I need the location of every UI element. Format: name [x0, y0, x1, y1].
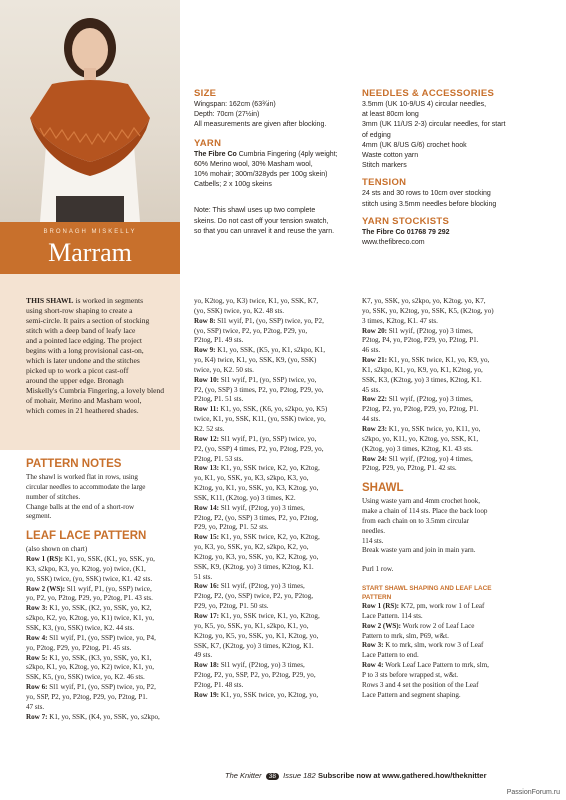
start-shaping-heading-2: PATTERN — [362, 594, 392, 602]
intro-box — [0, 274, 180, 450]
instruction-line: Row 3: K to mrk, slm, work row 3 of Leaf — [362, 641, 484, 650]
magazine-title: The Knitter — [225, 771, 262, 780]
instruction-line: Row 12: Sl1 wyif, P1, (yo, SSP) twice, yo, — [194, 434, 317, 443]
start-shaping-heading: START SHAWL SHAPING AND LEAF LACE — [362, 585, 492, 593]
shawl-line: needles. — [362, 526, 386, 535]
instruction-line: Row 22: Sl1 wyif, (P2tog, yo) 3 times, — [362, 395, 473, 404]
yarn-note: so that you can unravel it and reuse the yarn. — [194, 227, 335, 235]
intro-line: picked up to work a picot cast-off — [26, 366, 129, 375]
instruction-line: 51 sts. — [194, 572, 213, 581]
instruction-line: 49 sts. — [194, 651, 213, 660]
column-3 — [362, 297, 536, 701]
instruction-line: s2kpo, K1, yo, K2tog, yo, K2) twice, K1, yo, — [26, 663, 155, 672]
leaf-lace-subtitle: (also shown on chart) — [26, 545, 88, 554]
instruction-line: twice, K1, yo, SSK, K11, (yo, SSK) twice, yo, — [194, 415, 326, 424]
row-label: Row 21: — [362, 356, 388, 365]
instruction-line: K2tog, yo, K3, yo, SSK, yo, K2, K2tog, yo, — [194, 552, 319, 561]
pattern-notes-line: number of stitches. — [26, 492, 81, 501]
row-label: Row 3: — [362, 641, 384, 650]
instruction-line: Row 13: K1, yo, SSK twice, K2, yo, K2tog, — [194, 464, 320, 473]
instruction-line: Row 4: Sl1 wyif, P1, (yo, SSP) twice, yo, P4, — [26, 633, 156, 642]
instruction-line: P2tog, P1. 49 sts. — [194, 336, 244, 345]
instruction-line: Row 14: Sl1 wyif, (P2tog, yo) 3 times, — [194, 503, 305, 512]
instruction-line: K2tog, yo, K5, yo, SSK, yo, K1, K2tog, yo, — [194, 631, 319, 640]
instruction-line: yo, SSK, yo, K2tog, yo, SSK, K5, (K2tog, yo) — [362, 306, 494, 315]
instruction-line: P2tog, P1. 51 sts. — [194, 395, 244, 404]
instruction-line: Row 11: K1, yo, SSK, (K6, yo, s2kpo, yo, K5) — [194, 405, 328, 414]
instruction-line: K1, s2kpo, K1, yo, K9, yo, K1, K2tog, yo, — [362, 365, 483, 374]
instruction-line: Row 18: Sl1 wyif, (P2tog, yo) 3 times, — [194, 661, 305, 670]
model-illustration — [0, 0, 180, 222]
yarn-line: 60% Merino wool, 30% Masham wool, — [194, 160, 313, 168]
instruction-line: SSK, K9, (K2tog, yo) 3 times, K2tog, K1. — [194, 562, 314, 571]
instruction-line: twice, yo, K2. 50 sts. — [194, 365, 254, 374]
shawl-line: make a chain of 114 sts. Place the back loop — [362, 507, 488, 516]
instruction-line: P2tog, P2, (yo, SSP) twice, P2, yo, P2tog, — [194, 592, 314, 601]
row-label: Row 22: — [362, 395, 388, 404]
row-label: Row 6: — [26, 683, 48, 692]
tension-line: 24 sts and 30 rows to 10cm over stocking — [362, 190, 491, 198]
instruction-line: Row 21: K1, yo, SSK twice, K1, yo, K9, yo, — [362, 356, 490, 365]
instruction-line: SSK, K11, (K2tog, yo) 3 times, K2. — [194, 493, 296, 502]
watermark: PassionForum.ru — [506, 789, 560, 796]
instruction-line: yo, K4) twice, K1, yo, SSK, K9, (yo, SSK) — [194, 356, 317, 365]
instruction-line: Row 8: Sl1 wyif, P1, (yo, SSP) twice, yo, P2, — [194, 316, 324, 325]
size-line: Wingspan: 162cm (63¾in) — [194, 101, 276, 108]
needles-line: 3mm (UK 11/US 2-3) circular needles, for start — [362, 121, 506, 129]
instruction-line: Row 7: K1, yo, SSK, (K4, yo, SSK, yo, s2kpo, — [26, 712, 160, 721]
needles-line: 3.5mm (UK 10-9/US 4) circular needles, — [362, 101, 487, 108]
instruction-line: Row 4: Work Leaf Lace Pattern to mrk, slm, — [362, 661, 489, 670]
instruction-line: Lace Pattern and segment shaping. — [362, 690, 461, 699]
intro-line: which is later undone and the stitches — [26, 356, 140, 365]
instruction-line: yo, K3, yo, SSK, yo, K2, s2kpo, K2, yo, — [194, 543, 309, 552]
stockist-url[interactable]: www.thefibreco.com — [362, 239, 425, 247]
yarn-line: Catbells; 2 x 100g skeins — [194, 181, 272, 189]
instruction-line: yo, SSK) twice, (yo, SSK) twice, K1. 42 sts. — [26, 574, 153, 583]
column-1 — [26, 458, 186, 722]
tension-line: stitch using 3.5mm needles before blocking — [362, 200, 497, 208]
size-line: All measurements are given after blocking. — [194, 121, 327, 129]
row-label: Row 13: — [194, 464, 220, 473]
instruction-line: Row 5: K1, yo, SSK, (K3, yo, SSK, yo, K1, — [26, 653, 152, 662]
instruction-line: Row 10: Sl1 wyif, P1, (yo, SSP) twice, yo, — [194, 375, 317, 384]
row-label: Row 3: — [26, 604, 48, 613]
instruction-line: Row 3: K1, yo, SSK, (K2, yo, SSK, yo, K2, — [26, 604, 152, 613]
row-label: Row 11: — [194, 405, 219, 414]
shawl-text — [362, 497, 536, 556]
stockist-phone: The Fibre Co 01768 79 292 — [362, 228, 450, 236]
row-label: Row 16: — [194, 582, 220, 591]
yarn-brand: The Fibre Co — [194, 150, 237, 158]
instruction-line: 47 sts. — [26, 702, 45, 711]
instruction-line: P2tog, P2, (yo, SSP) 3 times, P2, yo, P2tog, — [194, 513, 319, 522]
intro-text — [26, 296, 170, 416]
row-label: Row 14: — [194, 503, 220, 512]
designer-name: BRONAGH MISKELLY — [43, 229, 137, 235]
leaf-lace-heading: LEAF LACE PATTERN — [26, 530, 147, 543]
instruction-line: K3, s2kpo, K3, yo, K2tog, yo) twice, (K1, — [26, 564, 146, 573]
row-label: Row 15: — [194, 533, 220, 542]
intro-line: around the upper edge. Bronagh — [26, 376, 124, 385]
instruction-line: P2tog, P4, yo, P2tog, P29, yo, P2tog, P1. — [362, 336, 479, 345]
intro-line: and a pointed lace edging. The project — [26, 336, 143, 345]
size-line: Depth: 70cm (27½in) — [194, 111, 260, 119]
instruction-line: P2, (yo, SSP) 3 times, P2, yo, P2tog, P29, yo, — [194, 385, 324, 394]
needles-line: Stitch markers — [362, 162, 407, 170]
pattern-notes-line: circular needles to accommodate the large — [26, 482, 146, 491]
leaf-lace-rows-continued — [194, 297, 360, 701]
instruction-line: P2tog, P1. 48 sts. — [194, 680, 244, 689]
intro-line: which comes in 21 heathered shades. — [26, 406, 139, 415]
instruction-line: Row 1 (RS): K1, yo, SSK, (K1, yo, SSK, yo, — [26, 555, 155, 564]
shawl-heading: SHAWL — [362, 482, 404, 495]
instruction-line: SSK, K5, (yo, SSK) twice, yo, K2. 46 sts. — [26, 673, 145, 682]
instruction-line: 44 sts. — [362, 415, 381, 424]
row-label: Row 2 (WS): — [26, 584, 66, 593]
yarn-line: 10% mohair; 300m/328yds per 100g skein) — [194, 171, 328, 179]
title-panel — [0, 222, 180, 274]
purl-row: Purl 1 row. — [362, 565, 394, 574]
instruction-line: yo, SSP, P2, yo, P2tog, P29, yo, P2tog, P1. — [26, 692, 148, 701]
instruction-line: (K2tog, yo) 3 times, K2tog, K1. 43 sts. — [362, 444, 473, 453]
row-label: Row 17: — [194, 612, 220, 620]
instruction-line: Row 15: K1, yo, SSK twice, K2, yo, K2tog, — [194, 533, 320, 542]
instruction-line: K7, yo, SSK, yo, s2kpo, yo, K2tog, yo, K7, — [362, 297, 486, 305]
instruction-line: Row 16: Sl1 wyif, (P2tog, yo) 3 times, — [194, 582, 305, 591]
instruction-line: Lace Pattern. 114 sts. — [362, 611, 423, 620]
intro-line: semi-circle. It pairs a section of stocking — [26, 316, 150, 325]
row-label: Row 4: — [26, 633, 48, 642]
pattern-notes-line: The shawl is worked flat in rows, using — [26, 473, 138, 481]
row-label: Row 20: — [362, 326, 388, 335]
shawl-line: 114 sts. — [362, 536, 384, 545]
pattern-notes-line: Change balls at the end of a short-row — [26, 502, 135, 511]
row-label: Row 8: — [194, 316, 216, 325]
row-label: Row 12: — [194, 434, 220, 443]
instruction-line: s2kpo, K2, yo, K2tog, yo, K1) twice, K1, yo, — [26, 614, 155, 623]
instruction-line: Row 19: K1, yo, SSK twice, yo, K2tog, yo, — [194, 690, 319, 699]
instruction-line: Row 17: K1, yo, SSK twice, K1, yo, K2tog, — [194, 612, 320, 620]
needles-line: of edging — [362, 131, 391, 139]
pattern-notes-line: segment. — [26, 512, 52, 521]
yarn-note: skeins. Do not cast off your tension swatch, — [194, 217, 329, 225]
instruction-line: Row 2 (WS): Sl1 wyif, P1, (yo, SSP) twice, — [26, 584, 152, 593]
instruction-line: SSK, K3, (yo, SSK) twice, K2. 44 sts. — [26, 623, 135, 632]
leaf-lace-rows — [26, 555, 186, 722]
instruction-line: Row 24: Sl1 wyif, (P2tog, yo) 4 times, — [362, 454, 473, 463]
instruction-line: Pattern to mrk, slm, P69, w&t. — [362, 631, 449, 640]
pattern-title: Marram — [48, 238, 132, 267]
pattern-notes-heading: PATTERN NOTES — [26, 458, 122, 470]
instruction-line: (yo, SSP) twice, P2, yo, P2tog, P29, yo, — [194, 326, 308, 335]
instruction-line: P2tog, P1. 53 sts. — [194, 454, 244, 463]
row-label: Row 19: — [194, 690, 220, 699]
shawl-line: from each chain on to 3.5mm circular — [362, 516, 469, 525]
instruction-line: P2tog, P2, yo, P2tog, P29, yo, P2tog, P1. — [362, 405, 479, 414]
instruction-line: Lace Pattern to end. — [362, 651, 419, 660]
instruction-line: (yo, SSK) twice, yo, K2. 48 sts. — [194, 306, 285, 315]
instruction-line: Row 1 (RS): K72, pm, work row 1 of Leaf — [362, 602, 485, 611]
instruction-line: P29, yo, P2tog, P1. 52 sts. — [194, 523, 269, 532]
intro-lead: THIS SHAWL — [26, 296, 74, 305]
instruction-line: 46 sts. — [362, 346, 381, 355]
instruction-line: yo, K2tog, yo, K3) twice, K1, yo, SSK, K7, — [194, 297, 319, 305]
instruction-line: K2tog, yo, K1, yo, SSK, yo, K3, K2tog, yo, — [194, 484, 319, 493]
info-column-left — [194, 88, 354, 237]
instruction-line: yo, K1, yo, SSK, yo, K3, s2kpo, K3, yo, — [194, 474, 309, 483]
row-label: Row 23: — [362, 424, 388, 433]
pattern-notes-text — [26, 473, 186, 522]
instruction-line: P2tog, P2, yo, SSP, P2, yo, P2tog, P29, yo, — [194, 671, 316, 680]
start-shaping-rows — [362, 602, 536, 700]
row-label: Row 18: — [194, 661, 220, 670]
page-number: 38 — [266, 773, 279, 780]
instruction-line: Row 23: K1, yo, SSK twice, yo, K11, yo, — [362, 424, 481, 433]
needles-line: 4mm (UK 8/US G/6) crochet hook — [362, 141, 467, 149]
intro-line: Miskelly's Cumbria Fingering, a lovely blend — [26, 386, 165, 395]
instruction-line: Rows 3 and 4 set the position of the Leaf — [362, 680, 479, 689]
needles-line: at least 80cm long — [362, 111, 419, 119]
issue-number: Issue 182 — [283, 771, 316, 780]
row-label: Row 10: — [194, 375, 220, 384]
info-column-right — [362, 88, 532, 248]
intro-line: begins with a long provisional cast-on, — [26, 346, 144, 355]
intro-line: THIS SHAWL is worked in segments — [26, 296, 144, 305]
needles-heading: NEEDLES & ACCESSORIES — [362, 88, 495, 99]
yarn-heading: YARN — [194, 137, 222, 149]
instruction-line: Row 20: Sl1 wyif, (P2tog, yo) 3 times, — [362, 326, 473, 335]
column-2 — [194, 297, 360, 701]
instruction-line: Row 9: K1, yo, SSK, (K5, yo, K1, s2kpo, K1, — [194, 346, 326, 355]
instruction-line: 3 times, K2tog, K1. 47 sts. — [362, 316, 438, 325]
row-label: Row 1 (RS): — [362, 602, 400, 611]
shawl-line: Using waste yarn and 4mm crochet hook, — [362, 497, 481, 506]
intro-line: using short-row shaping to create a — [26, 306, 133, 315]
yarn-line-rest: Cumbria Fingering (4ply weight; — [238, 150, 338, 158]
instruction-line: SSK, K7, (K2tog, yo) 3 times, K2tog, K1. — [194, 641, 314, 650]
instruction-line: P2tog, P29, yo, P2tog, P1. 42 sts. — [362, 464, 457, 473]
yarn-line — [194, 150, 354, 160]
row-label: Row 5: — [26, 653, 48, 662]
instruction-line: s2kpo, yo, K11, yo, K2tog, yo, SSK, K1, — [362, 434, 479, 443]
intro-line: of mohair, Merino and Masham wool, — [26, 396, 142, 405]
row-label: Row 1 (RS): — [26, 555, 64, 564]
instruction-line: P to 3 sts before wrapped st, w&t. — [362, 671, 459, 679]
instruction-line: 45 sts. — [362, 385, 381, 394]
model-photo — [0, 0, 180, 222]
subscribe-link[interactable]: Subscribe now at www.gathered.how/theknitter — [318, 771, 487, 780]
instruction-line: yo, P2, yo, P2tog, P29, yo, P2tog, P1. 43 sts. — [26, 594, 153, 603]
instruction-line: SSK, K3, (K2tog, yo) 3 times, K2tog, K1. — [362, 375, 482, 384]
footer — [0, 767, 566, 783]
row-label: Row 2 (WS): — [362, 621, 402, 630]
row-label: Row 7: — [26, 712, 48, 721]
instruction-line: P29, yo, P2tog, P1. 50 sts. — [194, 602, 269, 611]
instruction-line: K2. 52 sts. — [194, 424, 225, 433]
instruction-line: Row 2 (WS): Work row 2 of Leaf Lace — [362, 621, 475, 630]
leaf-lace-rows-end — [362, 297, 536, 474]
instruction-line: P2, (yo, SSP) 4 times, P2, yo, P2tog, P29, yo, — [194, 444, 324, 453]
row-label: Row 9: — [194, 346, 216, 355]
shawl-line: Break waste yarn and join in main yarn. — [362, 546, 476, 555]
row-label: Row 4: — [362, 661, 384, 670]
yarn-note: Note: This shawl uses up two complete — [194, 207, 316, 215]
size-heading: SIZE — [194, 88, 217, 99]
instruction-line: yo, P2tog, P29, yo, P2tog, P1. 45 sts. — [26, 643, 132, 652]
instruction-line: Row 6: Sl1 wyif, P1, (yo, SSP) twice, yo, P2, — [26, 683, 156, 692]
tension-heading: TENSION — [362, 177, 407, 189]
needles-line: Waste cotton yarn — [362, 152, 419, 160]
intro-line: stitch with a deep band of leafy lace — [26, 326, 136, 335]
stockists-heading: YARN STOCKISTS — [362, 215, 450, 227]
instruction-line: yo, K5, yo, SSK, yo, K1, s2kpo, K1, yo, — [194, 621, 309, 630]
magazine-name — [225, 771, 316, 780]
row-label: Row 24: — [362, 454, 388, 463]
